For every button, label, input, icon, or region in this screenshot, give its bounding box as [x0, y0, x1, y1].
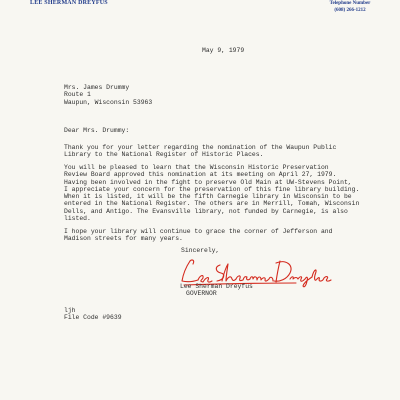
recipient-line: Mrs. James Drummy: [64, 84, 130, 91]
signer-name: Lee Sherman Dreyfus: [180, 283, 253, 290]
phone-label: Telephone Number: [329, 1, 371, 6]
closing: Sincerely,: [181, 247, 220, 254]
text-line: Having been involved in the fight to preserve Old Main at UW-Stevens Point,: [64, 178, 352, 186]
text-line: I hope your library will continue to grace the corner of Jefferson and: [64, 228, 333, 235]
salutation: Dear Mrs. Drummy:: [64, 127, 130, 134]
letterhead-name: LEE SHERMAN DREYFUS: [30, 0, 108, 6]
text-line: Madison streets for many years.: [64, 235, 183, 243]
typist-initials: ljh: [64, 307, 76, 314]
text-line: Dells, and Antigo. The Evansville library, not funded by Carnegie, is also: [64, 207, 348, 215]
text-line: You will be pleased to learn that the Wisconsin Historic Preservation: [64, 164, 329, 171]
text-line: entered in the National Register. The others are in Merrill, Tomah, Wisconsin: [64, 200, 360, 208]
text-line: Review Board approved this nomination at its meeting on April 27, 1979.: [64, 171, 337, 179]
recipient-line: Route 1: [64, 91, 91, 99]
signer-title: GOVERNOR: [186, 290, 217, 297]
text-line: Thank you for your letter regarding the nomination of the Waupun Public: [64, 144, 337, 151]
paragraph-2: [64, 164, 359, 222]
paragraph-3: [64, 228, 332, 243]
paragraph-1: [64, 144, 336, 159]
text-line: When it is listed, it will be the fifth Carnegie library in Wisconsin to be: [64, 193, 352, 201]
recipient-line: Waupun, Wisconsin 53963: [64, 98, 153, 106]
text-line: listed.: [64, 215, 91, 223]
text-line: I appreciate your concern for the preservation of this fine library building.: [64, 185, 360, 193]
letterhead-phone: [320, 0, 380, 14]
letter-date: May 9, 1979: [202, 47, 245, 54]
file-code: File Code #9639: [64, 314, 122, 321]
recipient-address: [64, 84, 152, 106]
text-line: Library to the National Register of Historic Places.: [64, 151, 264, 159]
phone-number: (608) 266-1212: [334, 8, 366, 13]
